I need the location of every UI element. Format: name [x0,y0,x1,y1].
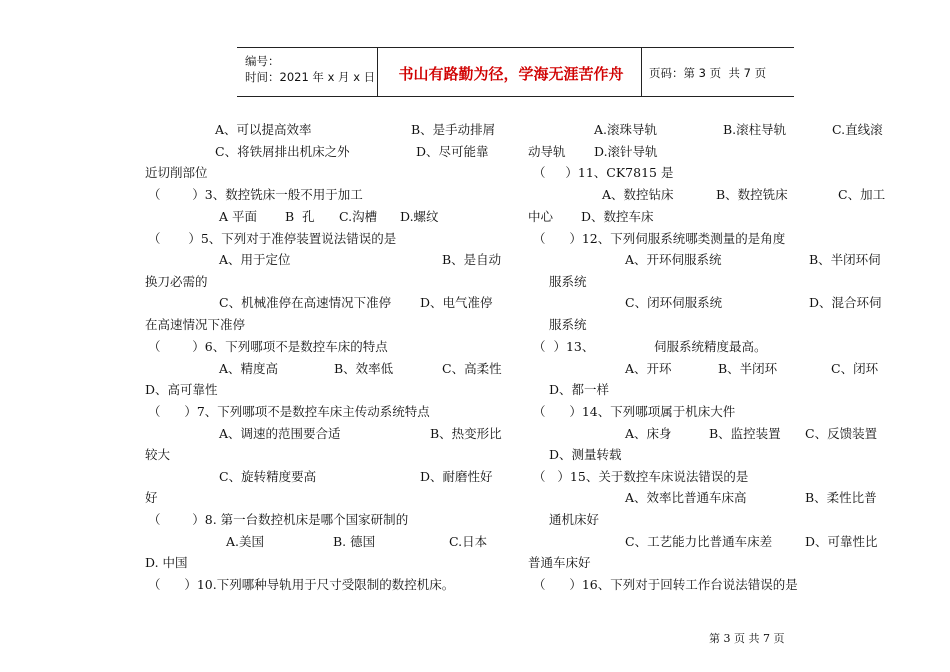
wrapped-text: 近切削部位 [145,165,208,180]
question: （ ）12、下列伺服系统哪类测量的是角度 [533,231,786,246]
option: D、尽可能靠 [416,144,489,159]
option: C.日本 [449,534,488,549]
option: D.滚针导轨 [594,144,658,159]
option: B、效率低 [334,361,394,376]
option: D、测量转载 [549,447,622,462]
option: B、数控铣床 [716,187,788,202]
option: B、柔性比普 [805,490,877,505]
option: C、高柔性 [442,361,502,376]
option: B、监控装置 [709,426,781,441]
header-bottom-rule [237,96,794,97]
header-meta [245,53,375,85]
question: （ ）16、下列对于回转工作台说法错误的是 [533,577,798,592]
wrapped-text: 动导轨 [528,144,566,159]
question: （ ）8. 第一台数控机床是哪个国家研制的 [148,512,409,527]
option: A、数控钻床 [602,187,674,202]
option: C、闭环 [831,361,879,376]
option: A、效率比普通车床高 [625,490,747,505]
option: D、都一样 [549,382,610,397]
option: D、混合环伺 [809,295,882,310]
header-page-info: 页码：第 3 页 共 7 页 [649,66,767,80]
option: B. 德国 [333,534,376,549]
option: C、工艺能力比普通车床差 [625,534,773,549]
option: B.滚柱导轨 [723,122,787,137]
wrapped-text: 中心 [528,209,554,224]
option: A、用于定位 [219,252,291,267]
option: A、精度高 [219,361,279,376]
option: A.美国 [226,534,265,549]
wrapped-text: 较大 [145,447,171,462]
question: （ ）10.下列哪种导轨用于尺寸受限制的数控机床。 [148,577,455,592]
question: （ ）6、下列哪项不是数控车床的特点 [148,339,388,354]
option: A 平面 [219,209,258,224]
option: D、数控车床 [581,209,654,224]
option: C.直线滚 [832,122,883,137]
option: B、半闭环伺 [809,252,881,267]
option: B、热变形比 [430,426,502,441]
option: C、闭环伺服系统 [625,295,723,310]
option: C、将铁屑排出机床之外 [215,144,350,159]
question: （ ）15、关于数控车床说法错误的是 [533,469,749,484]
wrapped-text: 通机床好 [549,512,600,527]
question: （ ）7、下列哪项不是数控车床主传动系统特点 [148,404,430,419]
wrapped-text: 换刀必需的 [145,274,208,289]
option: B、是手动排屑 [411,122,496,137]
option: D、可靠性比 [805,534,878,549]
option: C.沟槽 [339,209,378,224]
option: A、可以提高效率 [215,122,312,137]
header-divider [641,47,642,97]
option: B 孔 [285,209,315,224]
option: B、是自动 [442,252,502,267]
option: C、反馈装置 [805,426,878,441]
wrapped-text: 服系统 [549,317,587,332]
wrapped-text: 服系统 [549,274,587,289]
question: （ ）13、 伺服系统精度最高。 [533,339,767,354]
option: A、床身 [625,426,672,441]
number-label: 编号： [245,54,280,68]
time-label: 时间：2021 年 x 月 x 日 [245,70,376,84]
header-table [237,47,794,97]
option: D、高可靠性 [145,382,218,397]
wrapped-text: 在高速情况下准停 [145,317,246,332]
page-footer: 第 3 页 共 7 页 [709,632,785,645]
option: A、调速的范围要合适 [219,426,341,441]
option: B、半闭环 [718,361,778,376]
option: A、开环伺服系统 [625,252,722,267]
question: （ ）3、数控铣床一般不用于加工 [148,187,363,202]
option: D.螺纹 [400,209,439,224]
option: D、耐磨性好 [420,469,493,484]
question: （ ）5、下列对于准停装置说法错误的是 [148,231,397,246]
option: A.滚珠导轨 [594,122,658,137]
header-motto: 书山有路勤为径，学海无涯苦作舟 [398,65,624,83]
question: （ ）14、下列哪项属于机床大件 [533,404,736,419]
question: （ ）11、CK7815 是 [533,165,674,180]
option: D、电气准停 [420,295,493,310]
header-divider [377,47,378,97]
option: C、旋转精度要高 [219,469,317,484]
option: C、机械准停在高速情况下准停 [219,295,392,310]
wrapped-text: 普通车床好 [528,555,591,570]
header-top-rule [237,47,794,48]
option: D. 中国 [145,555,188,570]
option: C、加工 [838,187,886,202]
option: A、开环 [625,361,672,376]
wrapped-text: 好 [145,490,158,505]
